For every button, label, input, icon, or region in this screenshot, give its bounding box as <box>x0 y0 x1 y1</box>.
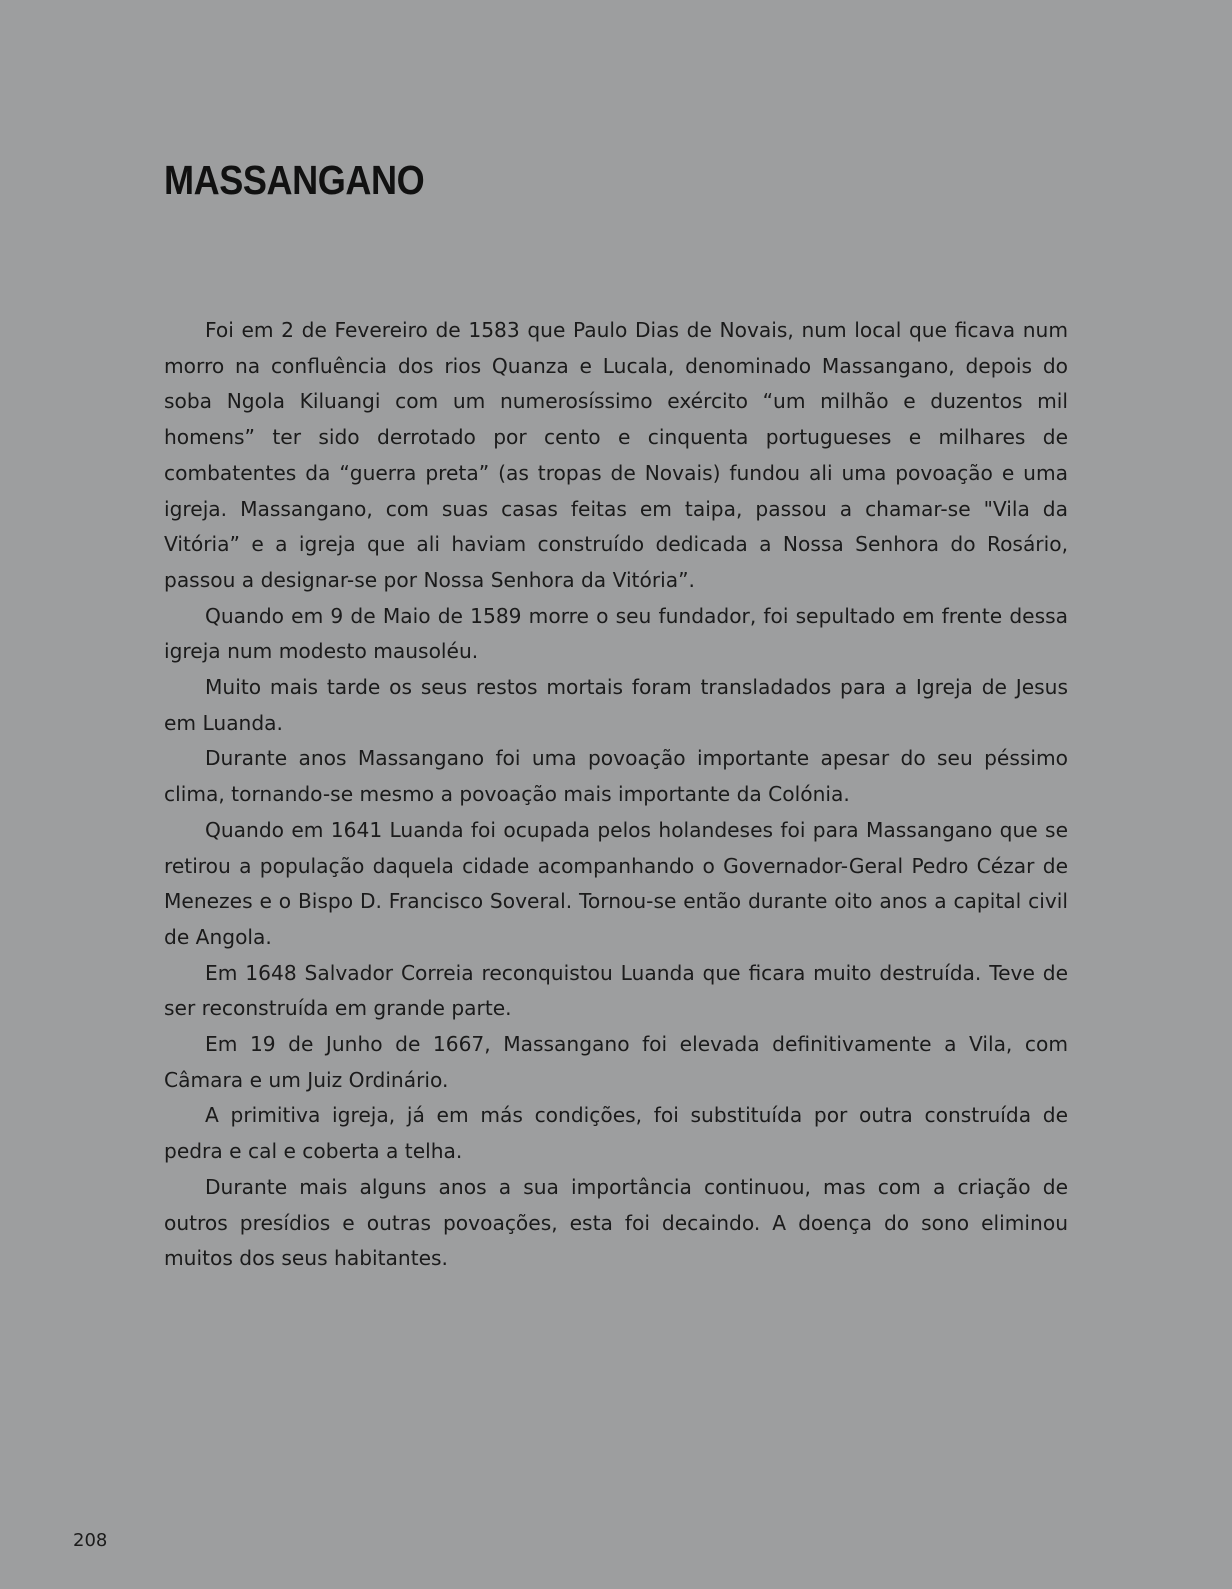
paragraph: Quando em 9 de Maio de 1589 morre o seu fundador, foi sepultado em frente dessa igreja num modesto mausoléu. <box>164 603 1068 664</box>
paragraph: Durante mais alguns anos a sua importância continuou, mas com a criação de outros presídios e outras povoações, esta foi decaindo. A doença do sono eliminou muitos dos seus habitantes. <box>164 1174 1068 1271</box>
page-title: MASSANGANO <box>164 157 425 203</box>
page-number: 208 <box>73 1530 108 1551</box>
paragraph: Foi em 2 de Fevereiro de 1583 que Paulo Dias de Novais, num local que ficava num morro na confluência dos rios Quanza e Lucala, denominado Massangano, depois do soba Ngola Kiluangi com um numerosíssimo exército “um milhão e duzentos mil homens” ter sido derrotado por cento e cinquenta portugueses e milhares de combatentes da “guerra preta” (as tropas de Novais) fundou ali uma povoação e uma igreja. Massangano, com suas casas feitas em taipa, passou a chamar-se "Vila da Vitória” e a igreja que ali haviam construído dedicada a Nossa Senhora do Rosário, passou a designar-se por Nossa Senhora da Vitória”. <box>164 318 1068 592</box>
paragraph: Muito mais tarde os seus restos mortais foram transladados para a Igreja de Jesus em Luanda. <box>164 675 1068 735</box>
article-body <box>164 313 1068 1277</box>
paragraph: A primitiva igreja, já em más condições, foi substituída por outra construída de pedra e cal e coberta a telha. <box>164 1103 1068 1164</box>
paragraph: Em 19 de Junho de 1667, Massangano foi elevada definitivamente a Vila, com Câmara e um Juiz Ordinário. <box>164 1032 1068 1092</box>
paragraph: Em 1648 Salvador Correia reconquistou Luanda que ficara muito destruída. Teve de ser reconstruída em grande parte. <box>164 960 1068 1021</box>
paragraph: Quando em 1641 Luanda foi ocupada pelos holandeses foi para Massangano que se retirou a população daquela cidade acompanhando o Governador-Geral Pedro Cézar de Menezes e o Bispo D. Francisco Soveral. Tornou-se então durante oito anos a capital civil de Angola. <box>164 817 1068 949</box>
paragraph: Durante anos Massangano foi uma povoação importante apesar do seu péssimo clima, tornando-se mesmo a povoação mais importante da Colónia. <box>164 746 1068 807</box>
